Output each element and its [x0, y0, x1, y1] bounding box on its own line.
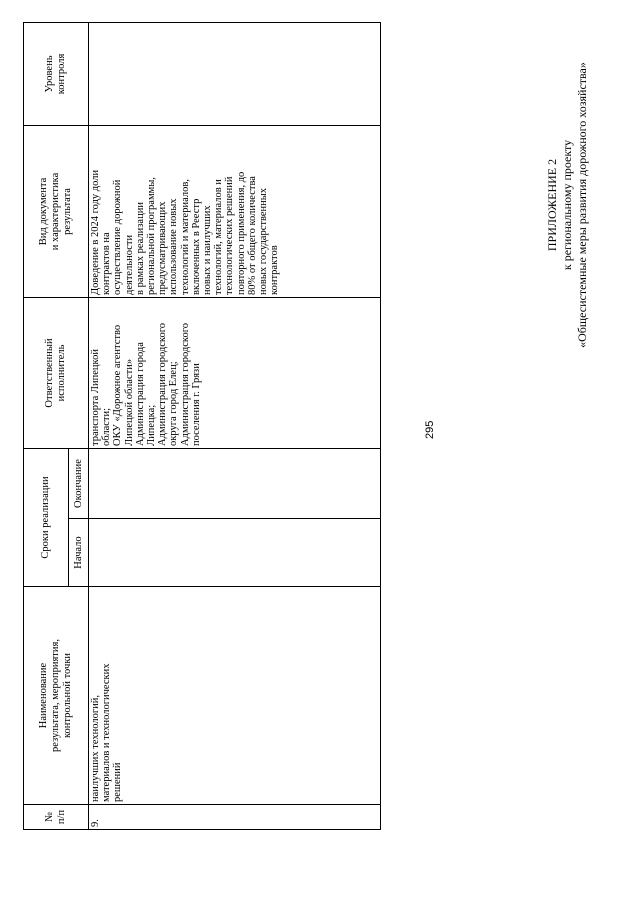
page-number: 295 — [424, 420, 436, 439]
header-doc: Вид документа и характеристика результата — [24, 125, 89, 297]
appendix-line-3: «Общесистемные меры развития дорожного хозяйства» — [575, 62, 589, 348]
row-executor: транспорта Липецкой области; ОКУ «Дорожное агентство Липецкой области» Администрация города Липецка; Администрация городского округа город Елец; Администрация городского поселения г. Грязи — [89, 297, 381, 448]
table-row — [89, 22, 381, 829]
header-level: Уровень контроля — [24, 22, 89, 125]
row-num: 9. — [89, 805, 381, 830]
row-doc: Доведение в 2024 году доли контрактов на осуществление дорожной деятельности в рамках реализации региональной программы, предусматривающих использование новых технологий и материалов, включенных в Реестр новых и наилучших технологий, материалов и технологических решений повторного применения, до 80% от общего количества новых государственных контрактов — [89, 125, 381, 297]
header-start: Начало — [69, 519, 89, 587]
header-period: Сроки реализации — [24, 448, 69, 586]
header-num: № п/п — [24, 805, 89, 830]
header-end: Окончание — [69, 448, 89, 518]
header-row — [24, 22, 69, 829]
header-executor: Ответственный исполнитель — [24, 297, 89, 448]
row-level — [89, 22, 381, 125]
appendix-title: ПРИЛОЖЕНИЕ 2 — [545, 158, 559, 252]
header-name: Наименование результата, мероприятия, контрольной точки — [24, 587, 89, 805]
row-start — [89, 519, 381, 587]
appendix-line-2: к региональному проекту — [560, 139, 574, 271]
results-table — [23, 22, 381, 830]
row-end — [89, 448, 381, 518]
row-name: наилучших технологий, материалов и технологических решений — [89, 587, 381, 805]
